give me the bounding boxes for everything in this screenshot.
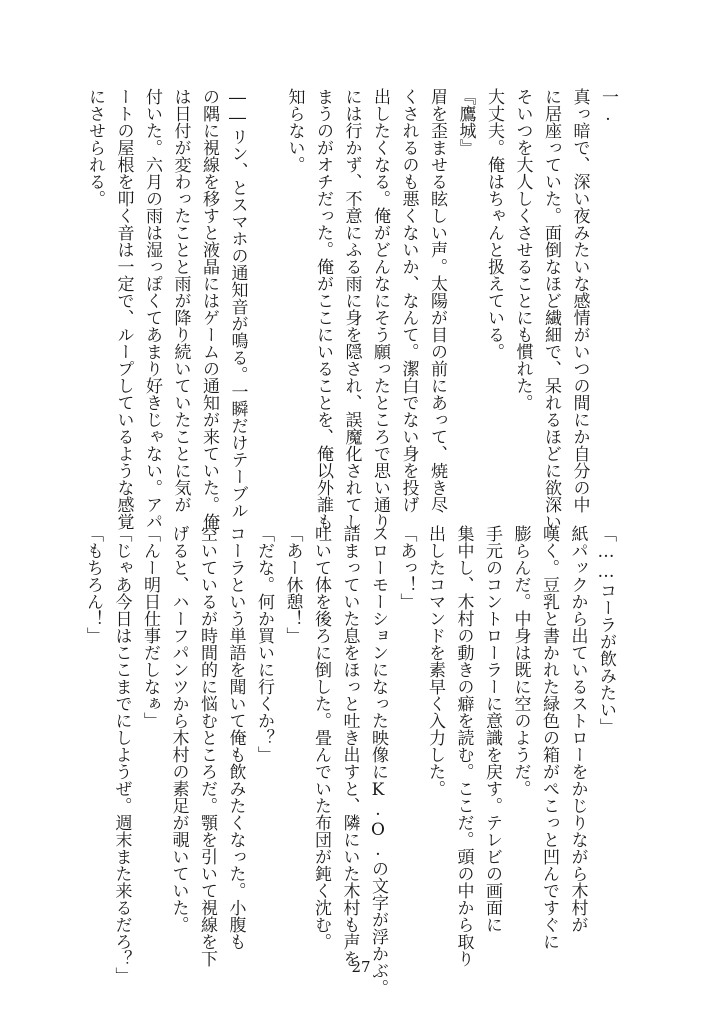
text-line: そいつを大人しくさせることにも慣れた。 [512,88,533,411]
text-line: の隅に視線を移すと液晶にはゲームの通知が来ていた。俺 [199,88,219,530]
text-line: 「もちろん！」 [83,525,103,644]
text-line: 「あー休憩！」 [282,525,303,644]
text-line: 知らない。 [284,88,305,173]
text-line: 一. [598,88,618,125]
text-line: 嘆く。豆乳と書かれた緑色の箱がぺこっと凹んですぐに [539,525,559,950]
text-line: に居座っていた。面倒なほど繊細で、呆れるほどに欲深い [541,88,561,530]
text-line: スローモーションになった映像にK.O.の文字が浮かぶ。 [368,525,388,996]
text-line: 出したコマンドを素早く入力した。 [425,525,445,797]
upper-text-block [85,88,622,530]
text-line: まうのがオチだった。俺がここにいることを、俺以外誰も [313,88,333,530]
page-number: 27 [351,958,371,976]
text-line: 大丈夫。俺はちゃんと扱えている。 [484,88,504,360]
text-line: 「あっ！」 [396,525,417,610]
blank-line [252,88,281,498]
text-line: 吐いて体を後ろに倒した。畳んでいた布団が鈍く沈む。 [311,525,331,950]
text-line: 付いた。六月の雨は湿っぽくてあまり好きじゃない。アパ [142,88,162,530]
text-line: にさせられる。 [85,88,105,207]
text-line: 膨らんだ。中身は既に空のようだ。 [510,525,531,797]
text-line: 集中し、木村の動きの癖を読む。ここだ。頭の中から取り [453,525,474,967]
text-line: 眉を歪ませる眩しい声。太陽が目の前にあって、焼き尽 [427,88,447,513]
text-line: 紙パックから出ているストローをかじりながら木村が [567,525,588,933]
text-line: ートの屋根を叩く音は一定で、ループしているような感覚 [113,88,134,530]
text-line: は日付が変わったことと雨が降り続いていたことに気が [170,88,191,513]
text-line: 出したくなる。俺がどんなにそう願ったところで思い通り [370,88,390,530]
text-line: 「……コーラが飲みたい」 [596,525,616,735]
text-line: 空いているが時間的に悩むところだ。顎を引いて視線を下 [197,525,217,967]
text-line: 「だな。何か買いに行くか？」 [254,525,274,763]
text-line: 『鷹城』 [455,88,476,156]
text-line: 真っ暗で、深い夜みたいな感情がいつの間にか自分の中 [569,88,590,513]
text-line: 「んー明日仕事だしなぁ」 [140,525,160,729]
text-line: コーラという単語を聞いて俺も飲みたくなった。小腹も [225,525,246,950]
text-line: くされるのも悪くないか、なんて。潔白でない身を投げ [398,88,419,513]
text-line: げると、ハーフパンツから木村の素足が覗いていた。 [168,525,189,933]
text-line: ――リン、とスマホの通知音が鳴る。一瞬だけテーブル [227,88,248,519]
text-line: 「じゃあ今日はここまでにしようぜ。週末また来るだろ？」 [111,525,132,984]
text-line: 詰まっていた息をほっと吐き出すと、隣にいた木村も声を [339,525,360,967]
text-line: 手元のコントローラーに意識を戻す。テレビの画面に [482,525,502,933]
text-line: には行かず、不意にふる雨に身を隠され、誤魔化されてし [341,88,362,530]
